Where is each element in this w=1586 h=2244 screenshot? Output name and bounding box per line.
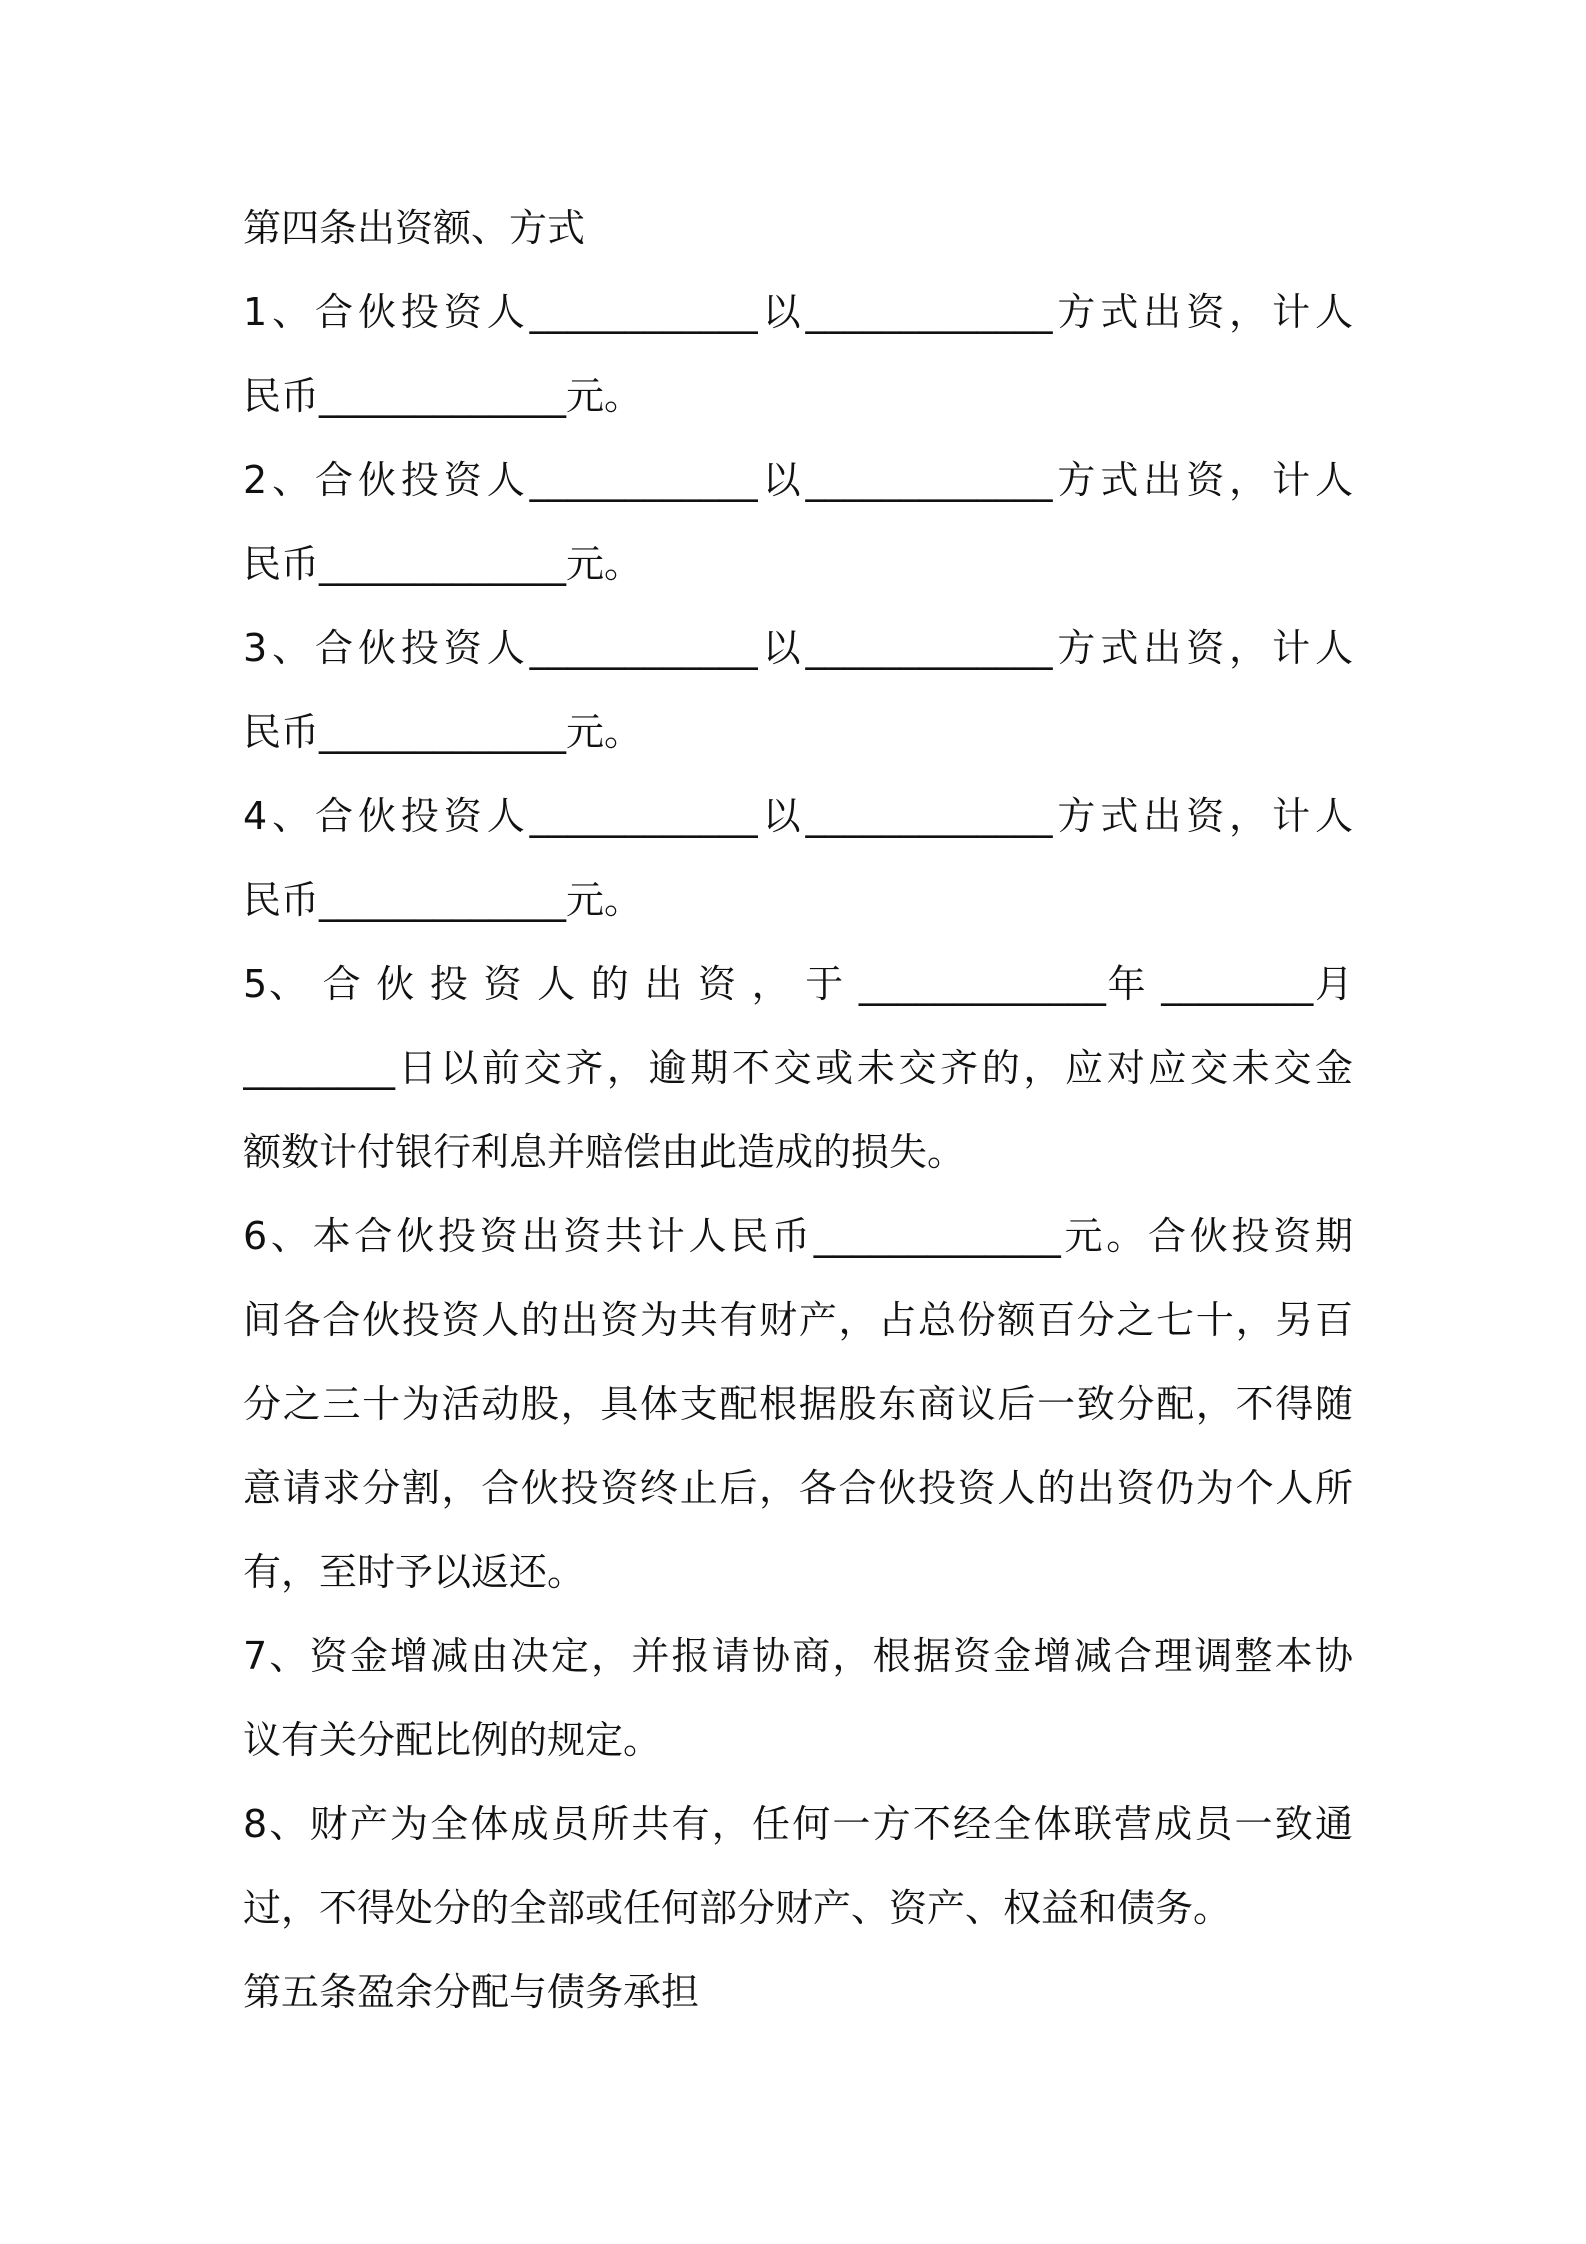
clause-line: 民币_____________元。 [243, 374, 643, 418]
clause-line: 有，至时予以返还。 [243, 1550, 586, 1594]
clause-line: 8、财产为全体成员所共有，任何一方不经全体联营成员一致通 [243, 1802, 1353, 1846]
clause-line: 3、合伙投资人____________以_____________方式出资，计人 [243, 626, 1353, 670]
clause-line: 7、资金增减由决定，并报请协商，根据资金增减合理调整本协 [243, 1634, 1353, 1678]
clause-line: 2、合伙投资人____________以_____________方式出资，计人 [243, 458, 1353, 502]
clause-line: 4、合伙投资人____________以_____________方式出资，计人 [243, 794, 1353, 838]
clause-line: 分之三十为活动股，具体支配根据股东商议后一致分配，不得随 [243, 1382, 1353, 1426]
clause-line: 5、 合 伙 投 资 人 的 出 资 ， 于 _____________年 ________月 [243, 962, 1353, 1006]
clause-line: 1、合伙投资人____________以_____________方式出资，计人 [243, 290, 1353, 334]
clause-line: 民币_____________元。 [243, 710, 643, 754]
section-heading: 第四条出资额、方式 [243, 206, 586, 250]
clause-line: 民币_____________元。 [243, 542, 643, 586]
clause-line: 间各合伙投资人的出资为共有财产，占总份额百分之七十，另百 [243, 1298, 1353, 1342]
section-heading: 第五条盈余分配与债务承担 [243, 1970, 700, 2014]
clause-line: 民币_____________元。 [243, 878, 643, 922]
clause-line: 6、本合伙投资出资共计人民币_____________元。合伙投资期 [243, 1214, 1353, 1258]
clause-line: 额数计付银行利息并赔偿由此造成的损失。 [243, 1130, 966, 1174]
clause-line: ________日以前交齐，逾期不交或未交齐的，应对应交未交金 [243, 1046, 1353, 1090]
clause-line: 议有关分配比例的规定。 [243, 1718, 662, 1762]
clause-line: 过，不得处分的全部或任何部分财产、资产、权益和债务。 [243, 1886, 1232, 1930]
clause-line: 意请求分割，合伙投资终止后，各合伙投资人的出资仍为个人所 [243, 1466, 1353, 1510]
